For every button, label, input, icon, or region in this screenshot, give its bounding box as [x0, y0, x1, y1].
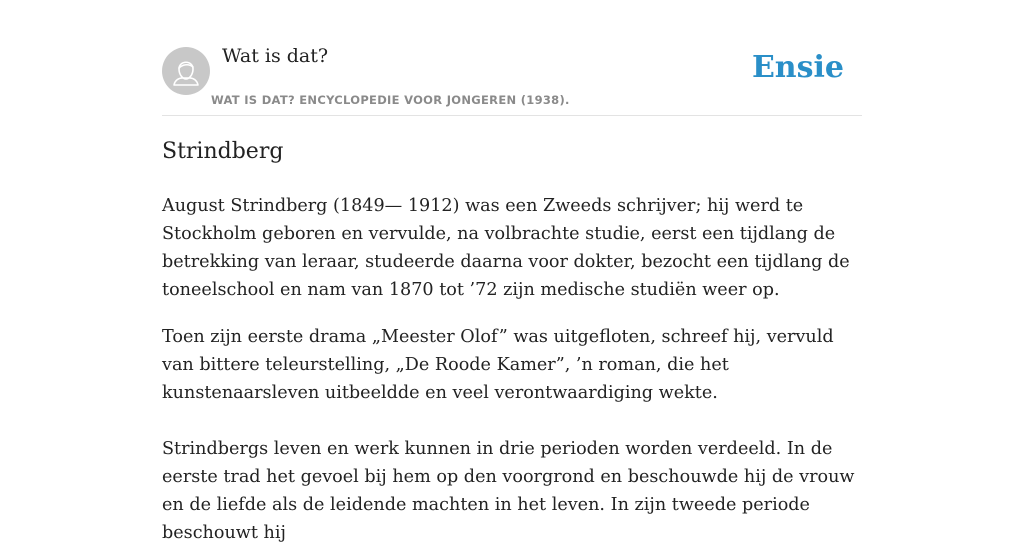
user-silhouette-icon[interactable]	[162, 47, 210, 95]
source-header	[162, 0, 862, 116]
source-subtitle[interactable]: WAT IS DAT? ENCYCLOPEDIE VOOR JONGEREN (1938).	[211, 93, 570, 107]
article-paragraph: Strindbergs leven en werk kunnen in drie perioden worden verdeeld. In de eerste trad het gevoel bij hem op den voorgrond en beschouwde hij de vrouw en de liefde als de leidende machten in het leven. In zijn tweede periode beschouwt hij	[162, 439, 855, 543]
ensie-logo[interactable]: Ensie	[751, 50, 844, 85]
article-body	[162, 192, 862, 547]
article-paragraph: August Strindberg (1849— 1912) was een Zweeds schrijver; hij werd te Stockholm geboren en vervulde, na volbrachte studie, eerst een tijdlang de betrekking van leraar, studeerde daarna voor dokter, bezocht een tijdlang de toneelschool en nam van 1870 tot ’72 zijn medische studiën weer op.	[162, 196, 850, 300]
article-paragraph: Toen zijn eerste drama „Meester Olof” was uitgefloten, schreef hij, vervuld van bittere teleurstelling, „De Roode Kamer”, ’n roman, die het kunstenaarsleven uitbeeldde en veel verontwaardiging wekte.	[162, 327, 834, 403]
source-header-container	[162, 0, 862, 116]
source-title[interactable]: Wat is dat?	[222, 45, 329, 67]
article-title: Strindberg	[162, 139, 284, 164]
